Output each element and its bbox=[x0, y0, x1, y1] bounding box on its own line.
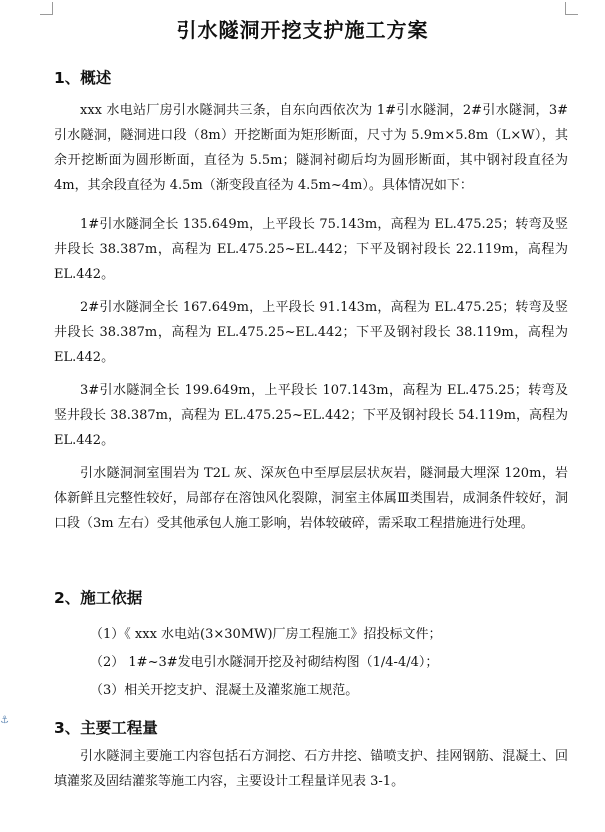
basis-item-2: （2） 1#~3#发电引水隧洞开挖及衬砌结构图（1/4-4/4）； bbox=[90, 655, 439, 670]
section-heading-quantities: 3、主要工程量 bbox=[54, 719, 158, 737]
paragraph-anchor-icon: ⚓ bbox=[0, 715, 9, 726]
quantities-paragraph-1: 引水隧洞主要施工内容包括石方洞挖、石方井挖、锚喷支护、挂网钢筋、混凝土、回填灌浆及固结灌浆等施工内容，主要设计工程量详见表 3-1。 bbox=[54, 749, 568, 789]
section-heading-overview: 1、概述 bbox=[54, 69, 112, 87]
overview-paragraph-5: 引水隧洞洞室围岩为 T2L 灰、深灰色中至厚层层状灰岩，隧洞最大埋深 120m，岩体新鲜且完整性较好，局部存在溶蚀风化裂隙，洞室主体属Ⅲ类围岩，成洞条件较好，洞口段（3m 左右）受其他承包人施工影响，岩体较破碎，需采取工程措施进行处理。 bbox=[54, 466, 568, 531]
overview-paragraph-4: 3#引水隧洞全长 199.649m，上平段长 107.143m，高程为 EL.475.25；转弯及竖井段长 38.387m，高程为 EL.475.25~EL.442；下平及钢衬段长 54.119m，高程为 EL.442。 bbox=[54, 383, 568, 448]
overview-paragraph-2: 1#引水隧洞全长 135.649m，上平段长 75.143m，高程为 EL.475.25；转弯及竖井段长 38.387m，高程为 EL.475.25~EL.442；下平及钢衬段长 22.119m，高程为 EL.442。 bbox=[54, 217, 568, 282]
basis-item-1: （1）《 xxx 水电站(3×30MW)厂房工程施工》招投标文件； bbox=[90, 627, 442, 642]
document-title: 引水隧洞开挖支护施工方案 bbox=[176, 18, 429, 42]
overview-paragraph-1: xxx 水电站厂房引水隧洞共三条，自东向西依次为 1#引水隧洞，2#引水隧洞，3#引水隧洞，隧洞进口段（8m）开挖断面为矩形断面，尺寸为 5.9m×5.8m（L×W），其余开挖断面为圆形断面，直径为 5.5m；隧洞衬砌后均为圆形断面，其中钢衬段直径为 4m，其余段直径为 4.5m（渐变段直径为 4.5m~4m）。具体情况如下： bbox=[54, 103, 568, 193]
overview-paragraph-3: 2#引水隧洞全长 167.649m，上平段长 91.143m，高程为 EL.475.25；转弯及竖井段长 38.387m，高程为 EL.475.25~EL.442；下平及钢衬段长 38.119m，高程为 EL.442。 bbox=[54, 300, 568, 365]
section-heading-basis: 2、施工依据 bbox=[54, 589, 143, 607]
basis-item-3: （3）相关开挖支护、混凝土及灌浆施工规范。 bbox=[90, 683, 359, 698]
